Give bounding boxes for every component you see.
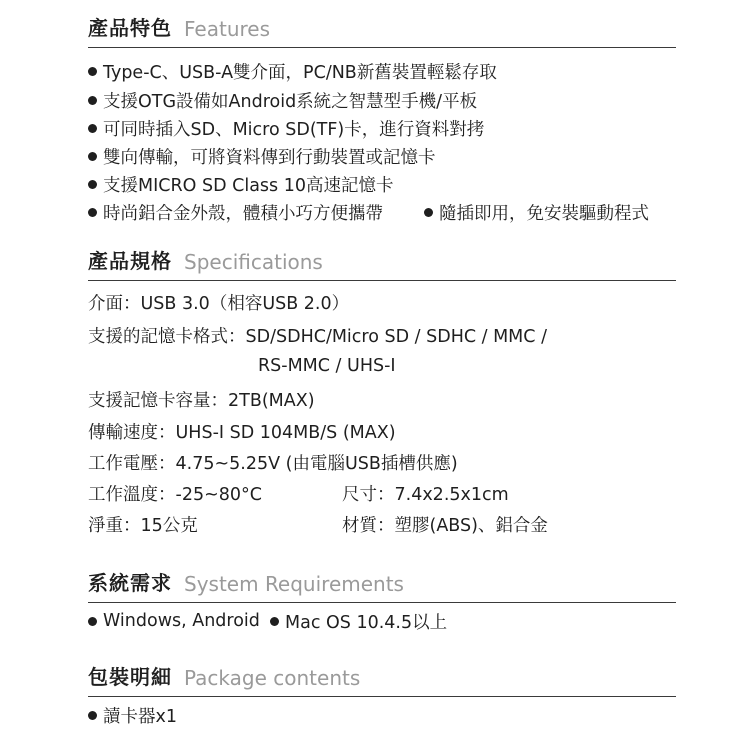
feature-item <box>88 59 497 83</box>
feature-text: 支援MICRO SD Class 10高速記憶卡 <box>103 175 394 196</box>
bullet-icon <box>88 124 97 133</box>
features-header <box>88 13 676 48</box>
spec-weight: 淨重：15公克 <box>88 516 198 536</box>
bullet-icon <box>88 208 97 217</box>
bullet-icon <box>88 180 97 189</box>
package-title-cn: 包裝明細 <box>88 665 172 689</box>
feature-item <box>88 200 383 224</box>
system-title-cn: 系統需求 <box>88 571 172 595</box>
bullet-icon <box>88 96 97 105</box>
bullet-icon <box>88 67 97 76</box>
features-title-en: Features <box>184 17 270 41</box>
feature-item <box>88 116 484 140</box>
system-item <box>270 609 447 633</box>
feature-item <box>88 144 436 168</box>
feature-text: 可同時插入SD、Micro SD(TF)卡，進行資料對拷 <box>103 119 485 140</box>
spec-material: 材質：塑膠(ABS)、鋁合金 <box>342 516 548 536</box>
spec-card-types-cont: RS-MMC / UHS-I <box>258 356 396 376</box>
specs-title-en: Specifications <box>184 250 323 274</box>
feature-item <box>424 200 649 224</box>
spec-voltage: 工作電壓：4.75~5.25V (由電腦USB插槽供應) <box>88 454 458 474</box>
feature-text: 隨插即用，免安裝驅動程式 <box>439 203 649 224</box>
feature-item <box>88 88 477 112</box>
specs-title-cn: 產品規格 <box>88 249 172 273</box>
features-title-cn: 產品特色 <box>88 16 172 40</box>
bullet-icon <box>88 617 97 626</box>
system-header <box>88 568 676 603</box>
bullet-icon <box>88 711 97 720</box>
feature-text: Type-C、USB-A雙介面，PC/NB新舊裝置輕鬆存取 <box>103 62 497 83</box>
spec-capacity: 支援記憶卡容量：2TB(MAX) <box>88 391 315 411</box>
spec-interface: 介面：USB 3.0（相容USB 2.0） <box>88 294 350 314</box>
spec-speed: 傳輸速度：UHS-I SD 104MB/S (MAX) <box>88 423 396 443</box>
system-item <box>88 609 260 633</box>
system-title-en: System Requirements <box>184 572 404 596</box>
system-text: Mac OS 10.4.5以上 <box>285 612 448 633</box>
bullet-icon <box>88 152 97 161</box>
spec-temperature: 工作溫度：-25~80°C <box>88 485 262 505</box>
feature-text: 時尚鋁合金外殼，體積小巧方便攜帶 <box>103 203 383 224</box>
specs-header <box>88 246 676 281</box>
feature-text: 雙向傳輸，可將資料傳到行動裝置或記憶卡 <box>103 147 436 168</box>
system-text: Windows, Android <box>103 611 260 631</box>
package-title-en: Package contents <box>184 666 361 690</box>
bullet-icon <box>424 208 433 217</box>
bullet-icon <box>270 617 279 626</box>
package-item <box>88 703 177 727</box>
feature-text: 支援OTG設備如Android系統之智慧型手機/平板 <box>103 91 478 112</box>
package-header <box>88 662 676 697</box>
package-text: 讀卡器x1 <box>103 706 177 727</box>
spec-size: 尺寸：7.4x2.5x1cm <box>342 485 509 505</box>
feature-item <box>88 172 394 196</box>
spec-card-types: 支援的記憶卡格式：SD/SDHC/Micro SD / SDHC / MMC / <box>88 327 547 347</box>
